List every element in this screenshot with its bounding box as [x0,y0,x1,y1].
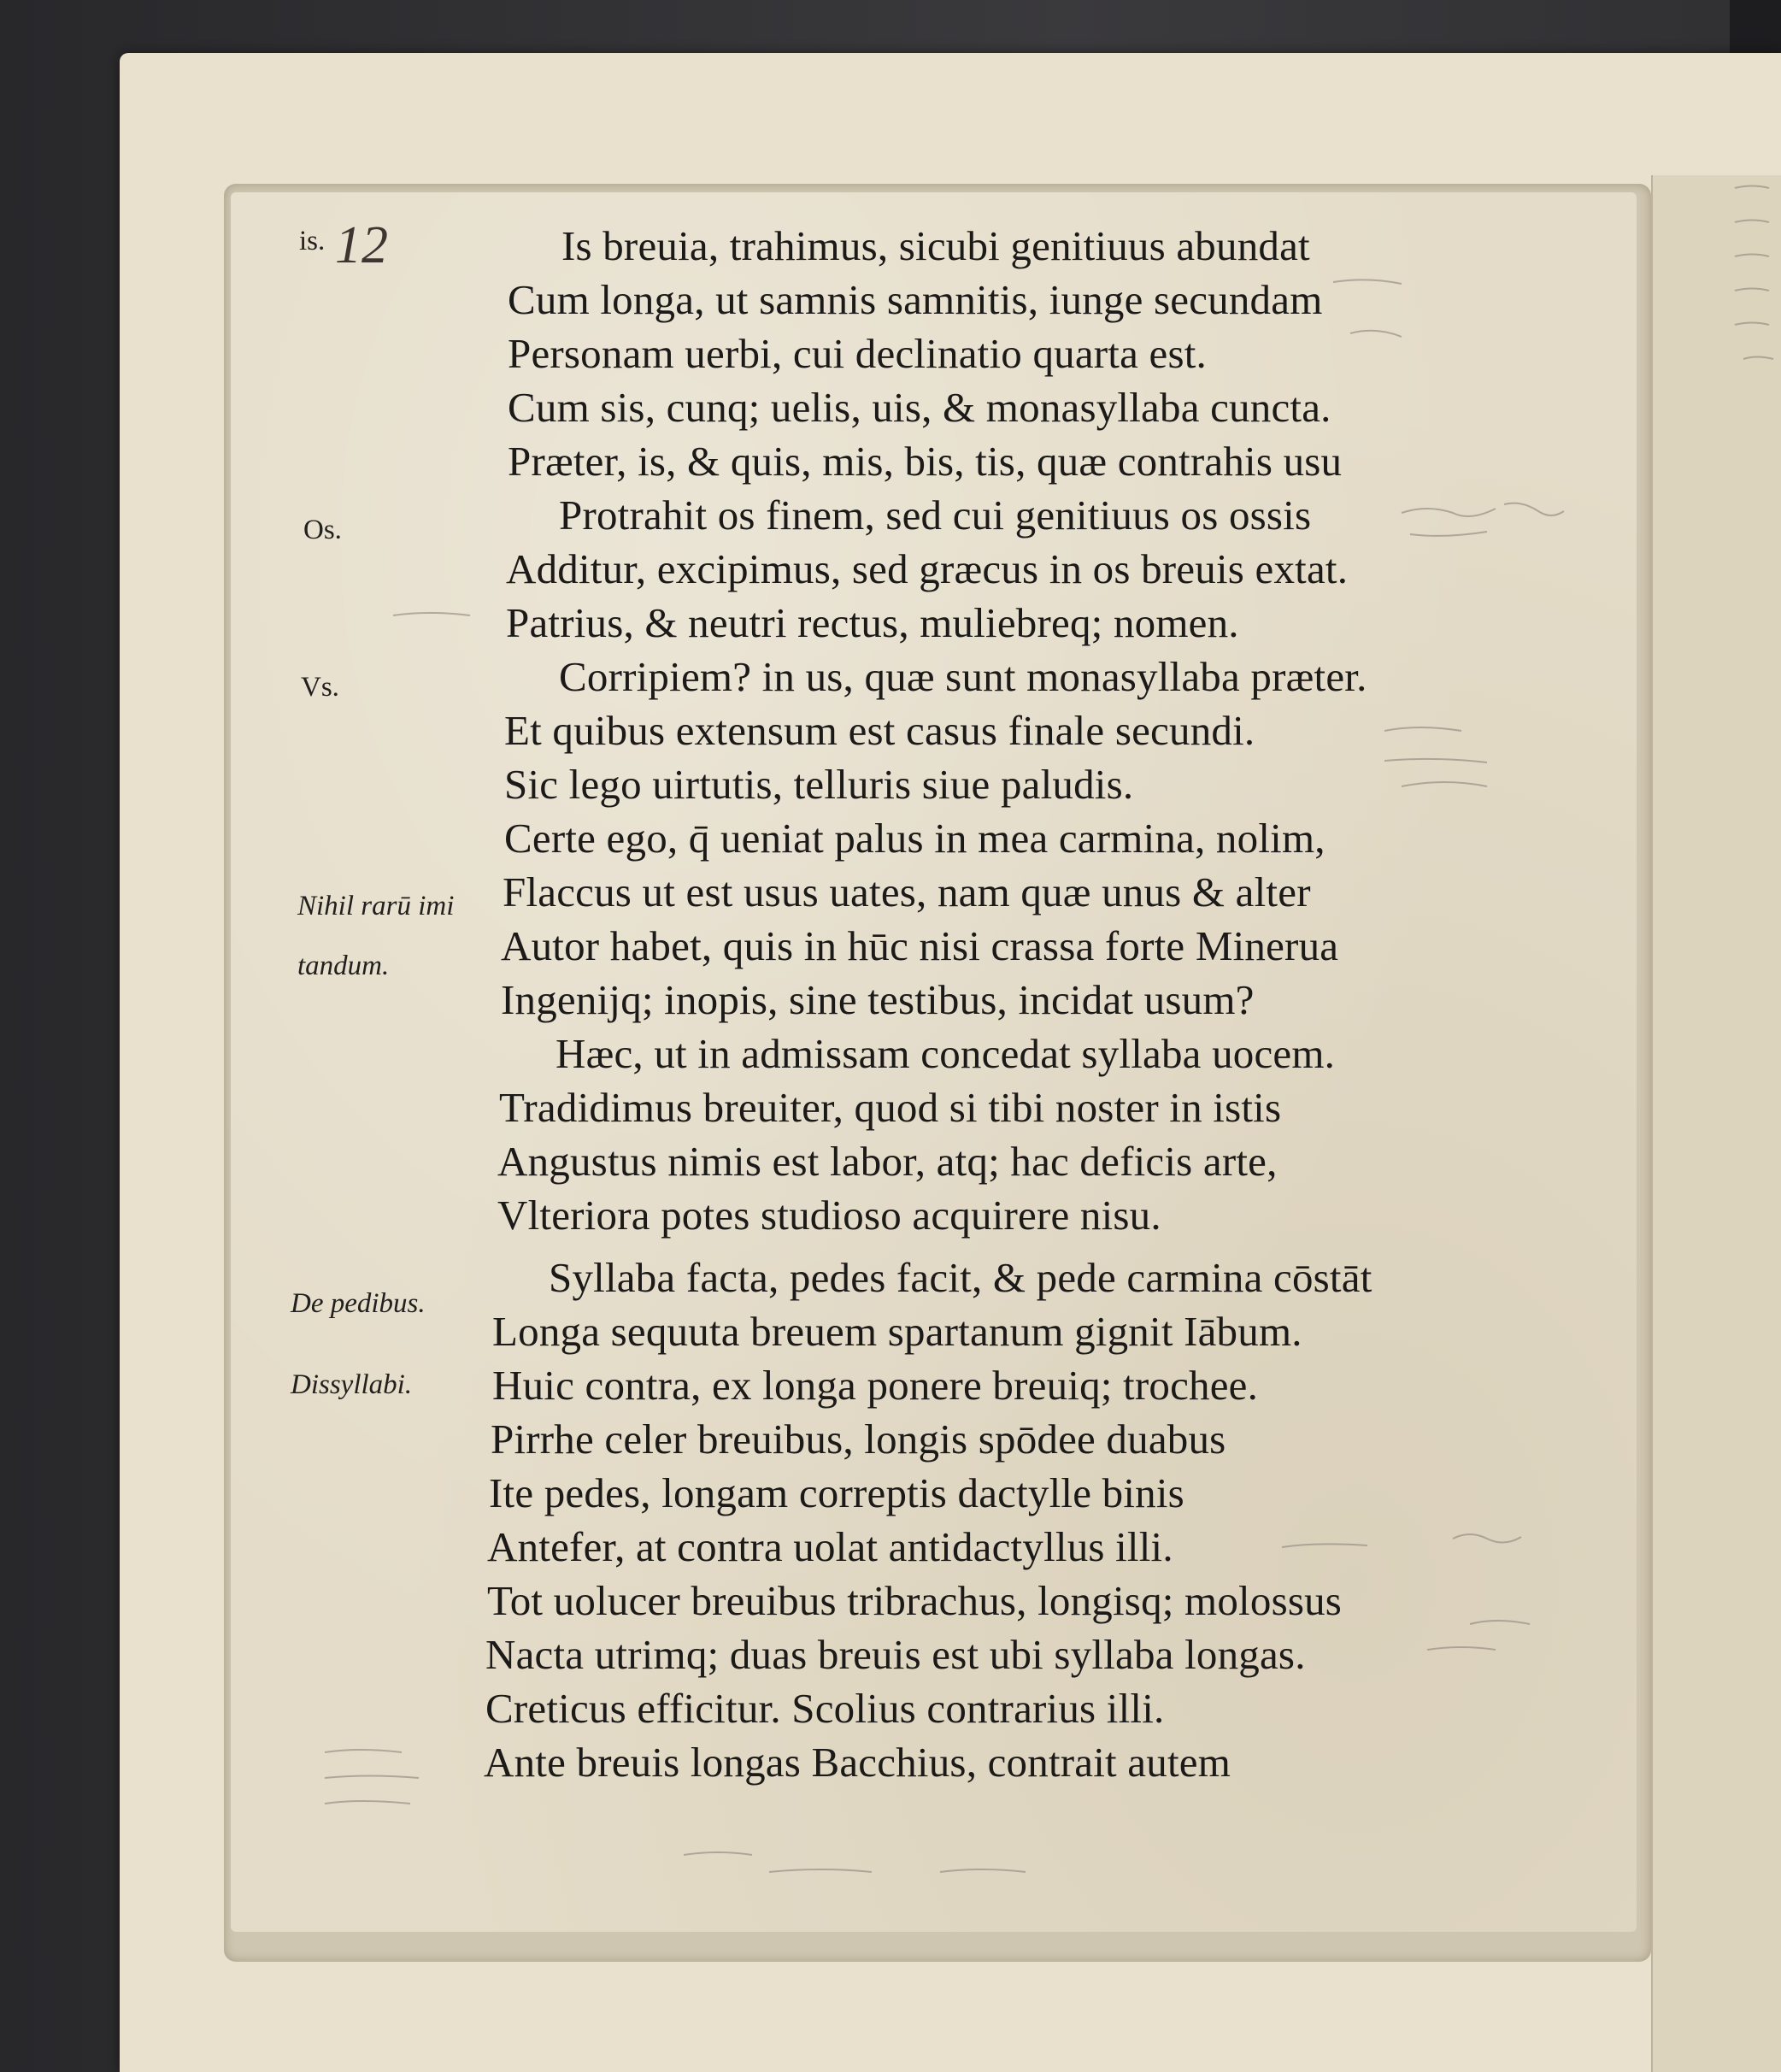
folio-number: 12 [335,216,388,274]
margin-note: Os. [303,515,342,545]
text-line: Patrius, & neutri rectus, muliebreq; nomen. [506,599,1239,646]
text-line: Sic lego uirtutis, telluris siue paludis. [504,761,1134,808]
text-line: Longa sequuta breuem spartanum gignit Iābum. [492,1308,1302,1355]
margin-note: is. [299,226,326,256]
text-line: Cum longa, ut samnis samnitis, iunge secundam [508,276,1323,323]
text-line: Hæc, ut in admissam concedat syllaba uocem. [555,1030,1336,1077]
text-line: Cum sis, cunq; uelis, uis, & monasyllaba cuncta. [508,384,1331,431]
margin-note: Vs. [301,672,339,703]
text-line: Certe ego, q̄ ueniat palus in mea carmina, nolim, [504,815,1325,862]
text-line: Ite pedes, longam correptis dactylle binis [489,1469,1184,1516]
margin-note: Dissyllabi. [291,1369,413,1400]
text-line: Huic contra, ex longa ponere breuiq; trochee. [492,1362,1259,1409]
margin-note: tandum. [297,951,390,981]
text-line: Tradidimus breuiter, quod si tibi noster in istis [499,1084,1282,1131]
text-line: Is breuia, trahimus, sicubi genitiuus abundat [561,222,1310,269]
text-line: Et quibus extensum est casus finale secundi. [504,707,1255,754]
text-line: Personam uerbi, cui declinatio quarta est. [508,330,1208,377]
text-line: Angustus nimis est labor, atq; hac deficis arte, [497,1138,1278,1185]
text-line: Antefer, at contra uolat antidactyllus illi. [487,1523,1173,1570]
text-line: Corripiem? in us, quæ sunt monasyllaba præter. [559,653,1367,700]
text-line: Additur, excipimus, sed græcus in os breuis extat. [506,545,1349,592]
text-line: Protrahit os finem, sed cui genitiuus os ossis [559,492,1312,539]
text-line: Creticus efficitur. Scolius contrarius illi. [485,1685,1165,1732]
text-line: Pirrhe celer breuibus, longis spōdee duabus [491,1416,1226,1463]
text-line: Ante breuis longas Bacchius, contrait autem [484,1739,1231,1786]
text-line: Syllaba facta, pedes facit, & pede carmina cōstāt [549,1254,1372,1301]
text-line: Tot uolucer breuibus tribrachus, longisq; molossus [487,1577,1343,1624]
margin-note: Nihil rarū imi [297,891,455,921]
text-line: Autor habet, quis in hūc nisi crassa forte Minerua [501,922,1339,969]
text-line: Præter, is, & quis, mis, bis, tis, quæ contrahis usu [508,438,1343,485]
text-line: Vlteriora potes studioso acquirere nisu. [497,1192,1161,1239]
text-line: Ingenijq; inopis, sine testibus, incidat usum? [501,976,1255,1023]
text-line: Flaccus ut est usus uates, nam quæ unus & alter [503,868,1311,915]
margin-note: De pedibus. [291,1288,426,1319]
text-line: Nacta utrimq; duas breuis est ubi syllaba longas. [485,1631,1306,1678]
